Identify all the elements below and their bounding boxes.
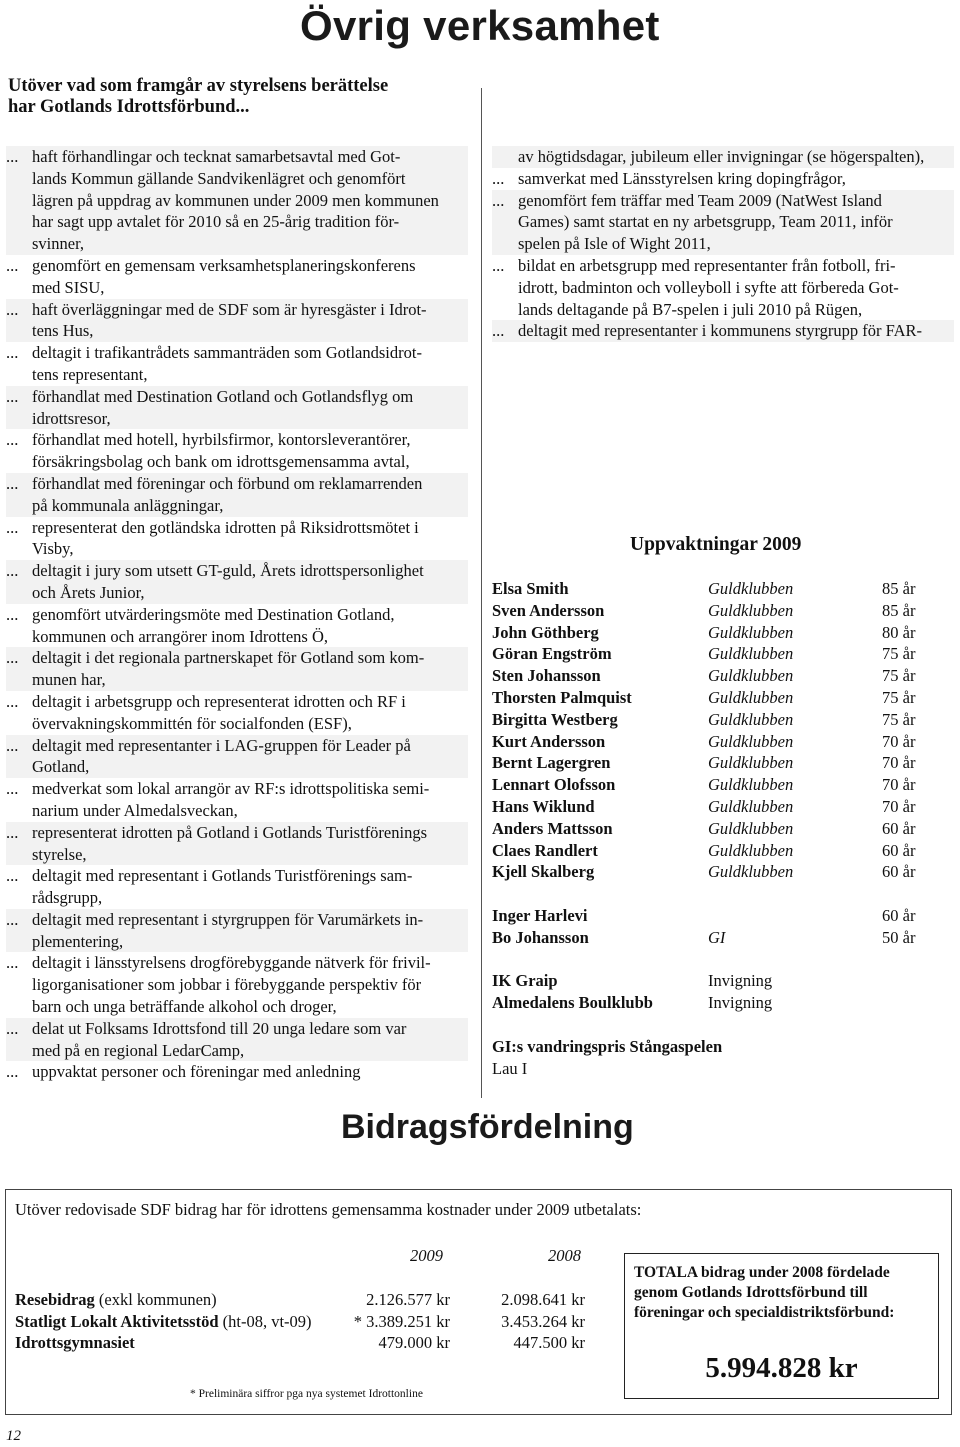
- club-name: Invigning: [708, 993, 773, 1013]
- age: 85 år: [882, 579, 916, 598]
- item-ellipsis: ...: [6, 691, 19, 711]
- person-name: Inger Harlevi: [492, 905, 588, 925]
- item-line: med på en regional LedarCamp,: [32, 1040, 245, 1060]
- item-line: kommunen och arrangörer inom Idrottens Ö,: [32, 626, 329, 646]
- item-line: deltagit i jury som utsett GT-guld, Årets idrottspersonlighet: [32, 561, 424, 581]
- intro-heading: [8, 76, 388, 118]
- item-text: [32, 517, 468, 561]
- age: 75 år: [882, 687, 916, 707]
- uppvaktning-row: [492, 927, 942, 949]
- left-activity-list: [6, 146, 468, 1083]
- uppvaktning-row: [492, 578, 942, 600]
- age: 70 år: [882, 796, 916, 816]
- list-item: [6, 560, 468, 604]
- item-text: [518, 146, 954, 168]
- year-header-2008: 2008: [548, 1246, 581, 1265]
- bidrag-title: Bidragsfördelning: [341, 1108, 634, 1146]
- value-2008: 2.098.641 kr: [501, 1290, 585, 1309]
- item-line: deltagit med representanter i kommunens styrgrupp för FAR-: [518, 321, 923, 341]
- uppvaktning-row: [492, 992, 942, 1014]
- list-item: [492, 190, 954, 255]
- item-text: [32, 909, 468, 953]
- uppvaktning-row: [492, 752, 942, 774]
- age: 70 år: [882, 775, 916, 795]
- uppvaktning-row: [492, 861, 942, 883]
- uppvaktning-row: [492, 818, 942, 840]
- value-2008: 447.500 kr: [513, 1333, 585, 1352]
- list-item: [6, 822, 468, 866]
- club-name: [708, 905, 882, 927]
- item-ellipsis: ...: [492, 321, 505, 341]
- intro-line: har Gotlands Idrottsförbund...: [8, 97, 250, 117]
- bidrag-label-bold: Idrottsgymnasiet: [15, 1333, 135, 1352]
- club-name: Guldklubben: [708, 600, 794, 620]
- item-line: genomfört en gemensam verksamhetsplaneringskonferens: [32, 255, 416, 275]
- bidrag-label-bold: Resebidrag: [15, 1290, 95, 1309]
- item-text: [32, 299, 468, 343]
- club-name: Guldklubben: [708, 644, 794, 664]
- item-text: [32, 560, 468, 604]
- item-line: svinner,: [32, 234, 85, 254]
- club-name: Guldklubben: [708, 622, 794, 642]
- person-name: Sten Johansson: [492, 666, 601, 686]
- list-item: [6, 909, 468, 953]
- item-ellipsis: ...: [6, 517, 19, 537]
- total-amount: 5.994.828 kr: [705, 1352, 858, 1384]
- person-name: Anders Mattsson: [492, 818, 613, 838]
- club-name: Guldklubben: [708, 862, 794, 882]
- item-line: lands Kommun gällande Sandvikenlägret och genomfört: [32, 168, 406, 188]
- item-line: haft överläggningar med de SDF som är hyresgäster i Idrot-: [32, 299, 427, 319]
- intro-line: Utöver vad som framgår av styrelsens berättelse: [8, 76, 389, 96]
- person-name: Bernt Lagergren: [492, 753, 611, 773]
- item-text: [32, 952, 468, 1017]
- item-ellipsis: ...: [6, 953, 19, 973]
- item-text: [32, 1018, 468, 1062]
- item-text: [32, 822, 468, 866]
- year-header-2009: 2009: [410, 1246, 443, 1265]
- item-text: [32, 778, 468, 822]
- gi-award-value: Lau I: [492, 1058, 528, 1078]
- list-item: [6, 604, 468, 648]
- item-line: lands deltagande på B7-spelen i juli 2010 på Rügen,: [518, 299, 863, 319]
- list-item: [492, 320, 954, 342]
- uppvaktning-row: [492, 796, 942, 818]
- item-line: övervakningskommittén för socialfonden (ESF),: [32, 713, 352, 733]
- list-item: [6, 255, 468, 299]
- item-ellipsis: ...: [6, 386, 19, 406]
- item-line: deltagit i arbetsgrupp och representerat idrotten och RF i: [32, 691, 406, 711]
- club-name: Guldklubben: [708, 775, 794, 795]
- bidrag-label-rest: (ht-08, vt-09): [218, 1311, 312, 1331]
- item-text: [518, 190, 954, 255]
- value-2009: * 3.389.251 kr: [353, 1311, 450, 1331]
- person-name: IK Graip: [492, 971, 558, 991]
- item-ellipsis: ...: [492, 168, 505, 188]
- age: 75 år: [882, 644, 916, 664]
- item-line: på kommunala anläggningar,: [32, 495, 224, 515]
- item-line: Visby,: [32, 539, 74, 559]
- item-text: [32, 386, 468, 430]
- item-text: [32, 735, 468, 779]
- list-item: [6, 952, 468, 1017]
- uppvaktning-row: [492, 709, 942, 731]
- item-text: [518, 168, 954, 190]
- item-line: tens Hus,: [32, 321, 94, 341]
- item-line: Gotland,: [32, 757, 90, 777]
- club-name: Guldklubben: [708, 687, 794, 707]
- club-name: Guldklubben: [708, 731, 794, 751]
- list-item: [6, 647, 468, 691]
- uppvaktning-row: [492, 731, 942, 753]
- item-line: munen har,: [32, 670, 106, 690]
- list-item: [6, 473, 468, 517]
- person-name: Göran Engström: [492, 644, 612, 664]
- uppvaktning-row: [492, 687, 942, 709]
- item-line: deltagit med representanter i LAG-gruppen för Leader på: [32, 735, 411, 755]
- item-text: [32, 647, 468, 691]
- item-ellipsis: ...: [6, 430, 19, 450]
- item-line: spelen på Isle of Wight 2011,: [518, 234, 711, 254]
- item-line: plementering,: [32, 931, 124, 951]
- person-name: Hans Wiklund: [492, 796, 595, 816]
- uppvaktning-row: [492, 840, 942, 862]
- bidrag-label: [15, 1333, 135, 1353]
- item-text: [32, 1061, 468, 1083]
- person-name: Kjell Skalberg: [492, 862, 595, 882]
- club-name: Guldklubben: [708, 753, 794, 773]
- item-text: [32, 604, 468, 648]
- item-line: uppvaktat personer och föreningar med anledning: [32, 1062, 361, 1082]
- person-name: Almedalens Boulklubb: [492, 993, 653, 1013]
- value-2009: 2.126.577 kr: [366, 1290, 450, 1309]
- club-name: Guldklubben: [708, 709, 794, 729]
- item-text: [32, 865, 468, 909]
- item-line: haft förhandlingar och tecknat samarbetsavtal med Got-: [32, 147, 401, 166]
- bidrag-label-rest: (exkl kommunen): [94, 1290, 217, 1309]
- item-text: [32, 473, 468, 517]
- item-line: har sagt upp avtalet för 2010 så en 25-årig tradition för-: [32, 212, 400, 232]
- item-line: samverkat med Länsstyrelsen kring dopingfrågor,: [518, 168, 846, 188]
- item-ellipsis: ...: [6, 1062, 19, 1082]
- item-ellipsis: ...: [6, 473, 19, 493]
- item-line: genomfört fem träffar med Team 2009 (NatWest Island: [518, 190, 882, 210]
- item-line: bildat en arbetsgrupp med representanter från fotboll, fri-: [518, 255, 896, 275]
- gi-award-label: GI:s vandringspris Stångaspelen: [492, 1036, 723, 1056]
- uppvaktning-row: [492, 643, 942, 665]
- list-item: [6, 865, 468, 909]
- person-name: Elsa Smith: [492, 579, 569, 598]
- person-name: Lennart Olofsson: [492, 775, 616, 795]
- bidrag-row: [15, 1312, 590, 1334]
- item-text: [518, 255, 954, 320]
- list-item: [6, 778, 468, 822]
- item-ellipsis: ...: [6, 866, 19, 886]
- item-line: delat ut Folksams Idrottsfond till 20 unga ledare som var: [32, 1018, 407, 1038]
- item-ellipsis: ...: [6, 255, 19, 275]
- item-line: barn och unga beträffande alkohol och droger,: [32, 997, 337, 1017]
- club-name: Guldklubben: [708, 818, 794, 838]
- person-name: John Göthberg: [492, 622, 599, 642]
- item-line: tens representant,: [32, 364, 148, 384]
- item-line: deltagit i trafikantrådets sammanträden som Gotlandsidrot-: [32, 343, 422, 363]
- item-ellipsis: ...: [492, 190, 505, 210]
- item-line: idrott, badminton och volleyboll i syfte att förbereda Got-: [518, 277, 899, 297]
- item-ellipsis: ...: [6, 735, 19, 755]
- item-ellipsis: ...: [6, 822, 19, 842]
- item-ellipsis: ...: [6, 561, 19, 581]
- item-line: förhandlat med Destination Gotland och Gotlandsflyg om: [32, 386, 414, 406]
- age: 60 år: [882, 840, 916, 860]
- item-ellipsis: ...: [6, 909, 19, 929]
- item-ellipsis: ...: [6, 779, 19, 799]
- item-ellipsis: ...: [6, 1018, 19, 1038]
- club-name: Guldklubben: [708, 796, 794, 816]
- item-text: [32, 691, 468, 735]
- age: 70 år: [882, 731, 916, 751]
- item-line: idrottsresor,: [32, 408, 111, 428]
- item-line: deltagit i länsstyrelsens drogförebyggande nätverk för frivil-: [32, 953, 431, 973]
- club-name: GI: [708, 927, 726, 947]
- item-text: [32, 429, 468, 473]
- uppvaktningar-title: Uppvaktningar 2009: [630, 534, 802, 555]
- item-ellipsis: ...: [492, 255, 505, 275]
- age: 60 år: [882, 818, 916, 838]
- total-text: TOTALA bidrag under 2008 fördelade genom Gotlands Idrottsförbund till föreningar och specialdistriktsförbund:: [634, 1264, 895, 1321]
- item-text: [518, 320, 954, 342]
- age: 50 år: [882, 927, 916, 947]
- item-line: medverkat som lokal arrangör av RF:s idrottspolitiska semi-: [32, 779, 430, 799]
- list-item: [492, 168, 954, 190]
- spacer: [492, 949, 942, 971]
- uppvaktning-row: [492, 970, 942, 992]
- age: 70 år: [882, 753, 916, 773]
- age: 60 år: [882, 862, 916, 882]
- list-item: [6, 146, 468, 255]
- item-line: förhandlat med hotell, hyrbilsfirmor, kontorsleverantörer,: [32, 430, 411, 450]
- bidrag-label: [15, 1290, 217, 1310]
- item-line: lägren på uppdrag av kommunen under 2009 men kommunen: [32, 190, 439, 210]
- list-item: [6, 1018, 468, 1062]
- item-line: förhandlat med föreningar och förbund om reklamarrenden: [32, 473, 423, 493]
- uppvaktning-row: [492, 665, 942, 687]
- bidrag-intro: Utöver redovisade SDF bidrag har för idrottens gemensamma kostnader under 2009 utbetalats:: [15, 1200, 642, 1219]
- item-line: deltagit med representant i Gotlands Turistförenings sam-: [32, 866, 413, 886]
- uppvaktning-row: [492, 600, 942, 622]
- column-divider: [481, 88, 482, 1098]
- page-title: Övrig verksamhet: [300, 2, 660, 49]
- club-name: Guldklubben: [708, 579, 794, 598]
- item-text: [32, 342, 468, 386]
- item-line: och Årets Junior,: [32, 582, 145, 602]
- spacer: [492, 883, 942, 905]
- item-ellipsis: [492, 146, 518, 168]
- uppvaktningar-table: [492, 578, 942, 1079]
- item-line: av högtidsdagar, jubileum eller invigningar (se högerspalten),: [518, 147, 925, 166]
- uppvaktning-row: [492, 905, 942, 927]
- item-ellipsis: ...: [6, 604, 19, 624]
- person-name: Kurt Andersson: [492, 731, 606, 751]
- bidrag-row: [15, 1290, 590, 1312]
- bidrag-row: [15, 1333, 590, 1355]
- item-line: representerat idrotten på Gotland i Gotlands Turistförenings: [32, 822, 428, 842]
- item-ellipsis: ...: [6, 147, 19, 166]
- person-name: Birgitta Westberg: [492, 709, 618, 729]
- item-line: rådsgrupp,: [32, 888, 103, 908]
- list-item: [6, 1061, 468, 1083]
- spacer: [492, 1014, 942, 1036]
- item-ellipsis: ...: [6, 648, 19, 668]
- list-item: [6, 691, 468, 735]
- age: [882, 992, 942, 1014]
- person-name: Thorsten Palmquist: [492, 687, 632, 707]
- list-item: [6, 299, 468, 343]
- list-item: [6, 342, 468, 386]
- list-item: [492, 146, 954, 168]
- list-item: [6, 386, 468, 430]
- club-name: Invigning: [708, 971, 773, 991]
- uppvaktning-row: [492, 622, 942, 644]
- value-2008: 3.453.264 kr: [501, 1311, 585, 1331]
- list-item: [6, 429, 468, 473]
- club-name: Guldklubben: [708, 666, 794, 686]
- uppvaktning-row: [492, 774, 942, 796]
- list-item: [6, 735, 468, 779]
- item-text: [32, 255, 468, 299]
- age: [882, 970, 942, 992]
- age: 75 år: [882, 666, 916, 686]
- item-ellipsis: ...: [6, 343, 19, 363]
- age: 60 år: [882, 905, 916, 925]
- item-line: ligorganisationer som jobbar i förebyggande perspektiv för: [32, 975, 422, 995]
- age: 80 år: [882, 622, 916, 642]
- club-name: Guldklubben: [708, 840, 794, 860]
- list-item: [492, 255, 954, 320]
- person-name: Bo Johansson: [492, 927, 589, 947]
- item-line: styrelse,: [32, 844, 87, 864]
- page-number: 12: [6, 1428, 21, 1444]
- item-line: Games) samt startat en ny arbetsgrupp, Team 2011, inför: [518, 212, 893, 232]
- item-line: representerat den gotländska idrotten på Riksidrottsmötet i: [32, 517, 419, 537]
- item-line: genomfört utvärderingsmöte med Destination Gotland,: [32, 604, 395, 624]
- item-line: med SISU,: [32, 277, 105, 297]
- bidrag-label: [15, 1312, 312, 1332]
- item-line: försäkringsbolag och bank om idrottsgemensamma avtal,: [32, 452, 410, 472]
- item-line: deltagit med representant i styrgruppen för Varumärkets in-: [32, 909, 424, 929]
- list-item: [6, 517, 468, 561]
- bidrag-label-bold: Statligt Lokalt Aktivitetsstöd: [15, 1311, 219, 1331]
- item-ellipsis: ...: [6, 299, 19, 319]
- age: 85 år: [882, 600, 916, 620]
- person-name: Claes Randlert: [492, 840, 598, 860]
- item-line: deltagit i det regionala partnerskapet för Gotland som kom-: [32, 648, 425, 668]
- item-text: [32, 146, 468, 255]
- item-line: narium under Almedalsveckan,: [32, 800, 238, 820]
- age: 75 år: [882, 709, 916, 729]
- person-name: Sven Andersson: [492, 600, 605, 620]
- right-activity-list: [492, 146, 954, 342]
- value-2009: 479.000 kr: [378, 1333, 450, 1352]
- footnote: * Preliminära siffror pga nya systemet Idrottonline: [190, 1388, 423, 1400]
